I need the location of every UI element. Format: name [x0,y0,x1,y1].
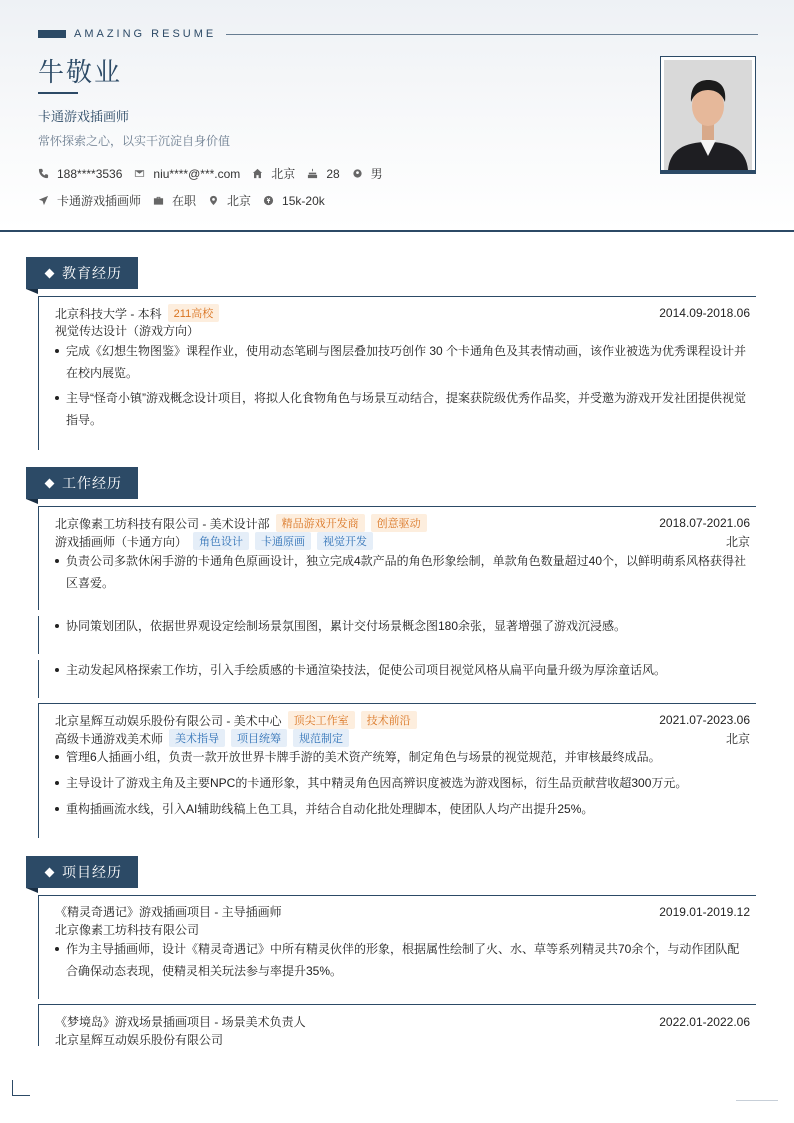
work-date: 2018.07-2021.06 [659,516,750,530]
money-icon [263,195,274,206]
send-icon [38,195,49,206]
section-title-text: 工作经历 [62,475,122,491]
briefcase-icon [153,195,164,206]
work-role-row [55,532,750,550]
brand-text: AMAZING RESUME [74,28,217,40]
work-role: 高级卡通游戏美术师 [55,731,164,746]
phone-icon [38,168,49,179]
section-fold [26,289,38,294]
name-underline [38,92,78,94]
home-icon [252,168,263,179]
edu-major: 视觉传达设计（游戏方向） [55,324,200,338]
work-tag: 顶尖工作室 [288,711,355,729]
work-bullet: 协同策划团队，依据世界观设定绘制场景氛围图，累计交付场景概念图180余张，显著增强了游戏沉浸感。 [55,615,750,637]
work-tag: 技术前沿 [361,711,417,729]
diamond-icon [45,268,55,278]
work-tag: 创意驱动 [371,514,427,532]
project-company-row [55,1031,750,1048]
phone-item [38,167,122,181]
gender-icon [352,168,363,179]
skill-tag: 项目统筹 [231,729,287,747]
project-company-row [55,921,750,938]
section-fold [26,499,38,504]
project-name: 《梦境岛》游戏场景插画项目 - 场景美术负责人 [55,1015,306,1029]
project-date: 2019.01-2019.12 [659,904,750,919]
candidate-title: 卡通游戏插画师 [38,109,130,124]
target-city-item [208,192,251,209]
target-job-item [38,192,141,209]
work-city: 北京 [725,731,750,746]
project-entry [38,895,756,999]
brand-line [226,34,758,35]
target-job-value: 卡通游戏插画师 [57,194,142,208]
resume-header [0,0,794,232]
work-bullet: 主导设计了游戏主角及主要NPC的卡通形象，其中精灵角色因高辨识度被选为游戏图标，衍生品贡献营收超300万元。 [55,772,750,794]
project-date: 2022.01-2022.06 [659,1014,750,1029]
salary-item [263,194,325,208]
project-bullet: 作为主导插画师，设计《精灵奇遇记》中所有精灵伙伴的形象，根据属性绘制了火、水、草等系列精灵共70余个，与动作团队配合确保动态表现，使精灵相关玩法参与率提升35%。 [55,938,750,982]
work-entry-cont [38,660,756,698]
project-header-row [55,903,750,920]
skill-tag: 视觉开发 [317,532,373,550]
work-role-row [55,729,750,747]
project-header-row [55,1013,750,1030]
candidate-motto: 常怀探索之心，以实干沉淀自身价值 [38,134,231,148]
location-pin-icon [208,195,219,206]
gender-item [352,165,383,182]
age-item [307,167,339,181]
email-value: niu****@***.com [153,166,241,181]
contact-row [38,165,395,182]
section-education-title [26,257,138,289]
edu-major-row [55,322,750,339]
phone-value: 188****3536 [57,166,123,181]
edu-header-row [55,304,750,322]
work-company: 北京星辉互动娱乐股份有限公司 - 美术中心 [55,713,282,728]
work-entry [38,703,756,838]
photo-underline [660,170,756,174]
mail-icon [134,168,145,179]
page-footer-line [736,1100,778,1101]
brand-row [38,28,758,40]
work-entry [38,506,756,610]
status-item [153,192,196,209]
project-entry [38,1004,756,1046]
avatar [664,60,752,170]
work-company: 北京像素工坊科技有限公司 - 美术设计部 [55,516,270,531]
section-fold [26,888,38,893]
work-bullet: 主动发起风格探索工作坊，引入手绘质感的卡通渲染技法，促使公司项目视觉风格从扁平向量升级为厚涂童话风。 [55,659,750,681]
work-header-row [55,514,750,532]
skill-tag: 卡通原画 [255,532,311,550]
candidate-name: 牛敬业 [38,57,123,87]
project-company: 北京像素工坊科技有限公司 [55,923,200,937]
edu-bullet: 完成《幻想生物图鉴》课程作业，使用动态笔刷与图层叠加技巧创作 30 个卡通角色及其表情动画，该作业被选为优秀课程设计并在校内展览。 [55,340,750,384]
skill-tag: 美术指导 [169,729,225,747]
section-title-text: 教育经历 [62,265,122,281]
section-project-title [26,856,138,888]
salary-value: 15k-20k [282,193,325,208]
brand-bar [38,30,66,38]
profile-photo [660,56,756,174]
edu-tag: 211高校 [168,304,220,322]
edu-date: 2014.09-2018.06 [659,306,750,320]
work-entry-cont [38,616,756,654]
work-header-row [55,711,750,729]
skill-tag: 角色设计 [193,532,249,550]
edu-bullet: 主导“怪奇小镇”游戏概念设计项目，将拟人化食物角色与场景互动结合，提案获院级优秀作品奖，并受邀为游戏开发社团提供视觉指导。 [55,387,750,431]
hometown-value: 北京 [271,167,296,181]
work-city: 北京 [725,534,750,549]
gender-value: 男 [370,167,383,181]
job-intent-row [38,192,337,209]
work-bullet: 负责公司多款休闲手游的卡通角色原画设计，独立完成4款产品的角色形象绘制，单款角色数量超过40个，以鲜明萌系风格获得社区喜爱。 [55,550,750,594]
cake-icon [307,168,318,179]
page-corner-mark [12,1080,30,1096]
section-work-title [26,467,138,499]
work-tag: 精品游戏开发商 [276,514,365,532]
work-bullet: 重构插画流水线，引入AI辅助线稿上色工具，并结合自动化批处理脚本，使团队人均产出提升25%。 [55,798,750,820]
hometown-item [252,165,295,182]
education-entry [38,296,756,450]
section-title-text: 项目经历 [62,864,122,880]
target-city-value: 北京 [227,194,252,208]
skill-tag: 规范制定 [293,729,349,747]
project-name: 《精灵奇遇记》游戏插画项目 - 主导插画师 [55,905,282,919]
work-bullet: 管理6人插画小组，负责一款开放世界卡牌手游的美术资产统筹，制定角色与场景的视觉规范，并审核最终成品。 [55,746,750,768]
work-role: 游戏插画师（卡通方向） [55,534,188,549]
diamond-icon [45,867,55,877]
diamond-icon [45,478,55,488]
work-date: 2021.07-2023.06 [659,713,750,727]
status-value: 在职 [172,194,197,208]
edu-school: 北京科技大学 - 本科 [55,306,162,321]
age-value: 28 [326,166,340,181]
project-company: 北京星辉互动娱乐股份有限公司 [55,1033,224,1047]
email-item [134,167,240,181]
